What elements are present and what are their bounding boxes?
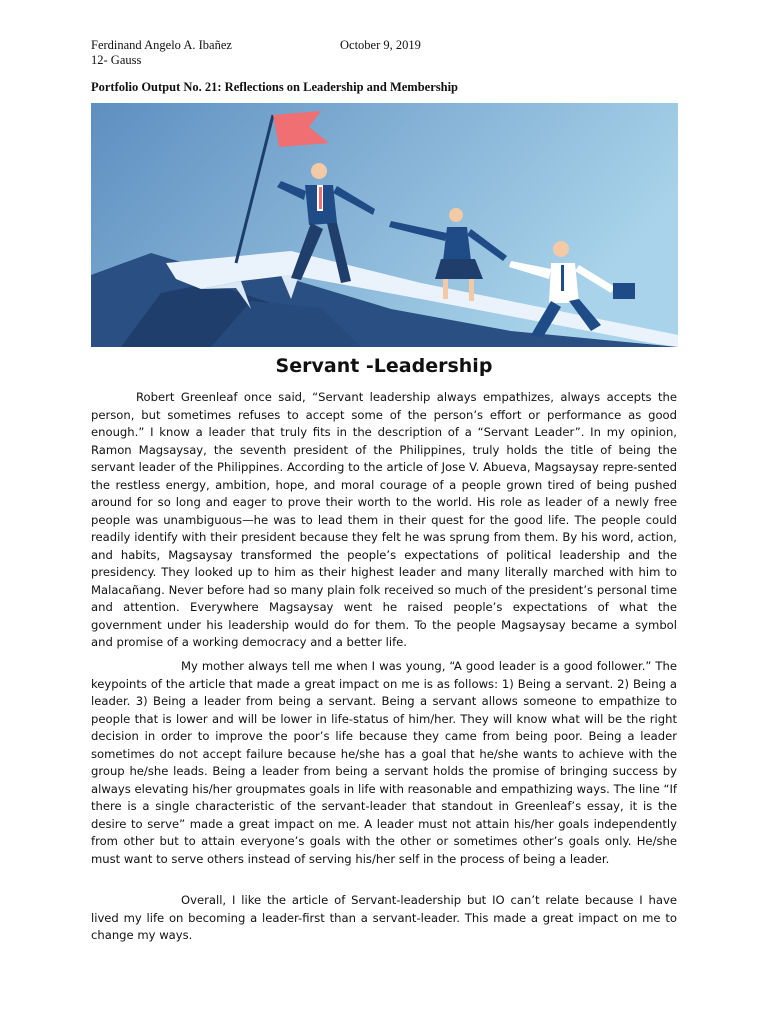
briefcase-icon [613,283,635,299]
author-name: Ferdinand Angelo A. Ibañez [91,38,232,52]
paragraph-3: Overall, I like the article of Servant-leadership but IO can’t relate because I have lived my life on becoming a leader-first than a servant-leader. This made a great impact on me to change my ways. [91,893,677,942]
paragraph-1: Robert Greenleaf once said, “Servant leadership always empathizes, always accepts the person, but sometimes refuses to accept some of the person’s effort or performance as good enough.” I know a leader that truly fits in the description of a “Servant Leader”. In my opinion, Ramon Magsaysay, the seventh president of the Philippines, truly holds the title of being the servant leader of the Philippines. According to the article of Jose V. Abueva, Magsaysay repre-sented the restless energy, ambition, hope, and moral courage of a people grown tired of being pushed around for so long and eager to prove their worth to the world. His role as leader of a newly free people was unambiguous—he was to lead them in their quest for the good life. The people could readily identify with their president because they felt he was sprung from them. By his word, action, and habits, Magsaysay transformed the people’s expectations of political leadership and the presidency. They looked up to him as their highest leader and many literally marched with him to Malacañang. Never before had so many plain folk received so much of the president’s personal time and attention. Everywhere Magsaysay went he raised people’s expectations of what the government under his leadership would do for them. To the people Magsaysay became a symbol and promise of a working democracy and a better life. [91,390,677,649]
essay-title: Servant -Leadership [275,355,493,377]
section: 12- Gauss [91,53,142,67]
leadership-illustration [91,103,678,347]
paragraph-2: My mother always tell me when I was young, “A good leader is a good follower.” The keypoints of the article that made a great impact on me is as follows: 1) Being a servant. 2) Being a leader. 3) Being a leader from being a servant. Being a servant allows someone to empathize to people that is lower and will be lower in life-status of him/her. They will know what will be the right decision in order to improve the poor’s life because they came from being poor. Being a leader sometimes do not accept failure because he/she has a goal that he/she wants to achieve with the group he/she leads. Being a leader from being a servant holds the promise of bringing success by always elevating his/her groupmates goals in life with reasonable and empathizing ways. The line “If there is a single characteristic of the servant-leader that standout in Greenleaf’s essay, it is the desire to serve” made a great impact on me. A leader must not attain his/her goals independently from other but to attain everyone’s goals with the other or sometimes other’s goals only. He/she must want to serve others instead of serving his/her self in the process of being a leader. [91,659,677,866]
portfolio-title: Portfolio Output No. 21: Reflections on Leadership and Membership [91,80,459,94]
date: October 9, 2019 [340,38,421,52]
